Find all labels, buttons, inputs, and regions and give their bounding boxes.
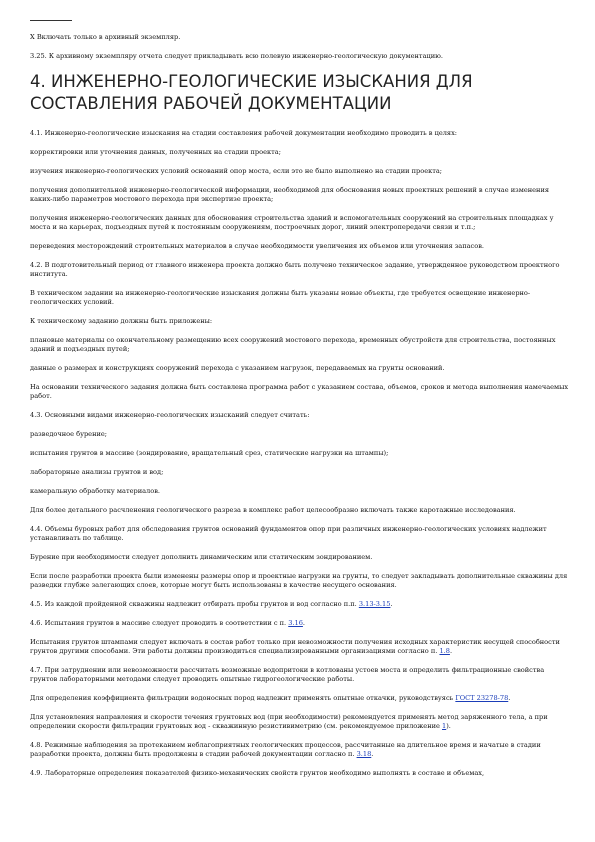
link-3-18[interactable]: 3.18 [356, 750, 372, 758]
footnote-marker: X [30, 33, 35, 41]
section-heading: 4. ИНЖЕНЕРНО-ГЕОЛОГИЧЕСКИЕ ИЗЫСКАНИЯ ДЛЯ СОСТАВЛЕНИЯ РАБОЧЕЙ ДОКУМЕНТАЦИИ [30, 72, 473, 113]
footnote-text: Включать только в архивный экземпляр. [36, 33, 181, 41]
para-filtration [30, 694, 570, 703]
para-plans: плановые материалы со окончательному размещению всех сооружений мостового перехода, временных обустройств для строительства, постоянных зданий и подъездных путей; [30, 336, 556, 353]
footnote [30, 33, 570, 42]
para-additional: получения дополнительной инженерно-геологической информации, необходимой для обоснования новых проектных решений в случае изменения каких-либо параметров мостового перехода при экспертизе проекта; [30, 186, 550, 203]
para-4-2: 4.2. В подготовительный период от главного инженера проекта должно быть получено техническое задание, утвержденное руководством проектного института. [30, 261, 560, 278]
period: . [371, 750, 374, 758]
link-3-16[interactable]: 3.16 [288, 619, 303, 627]
para-correction: корректировки или уточнения данных, полученных на стадии проекта; [30, 148, 281, 156]
para-4-9: 4.9. Лабораторные определения показателей физико-механических свойств грунтов необходимо выполнять в составе и объемах, [30, 769, 485, 777]
para-drilling: разведочное бурение; [30, 430, 108, 438]
para-4-1: 4.1. Инженерно-геологические изыскания на стадии составления рабочей документации необходимо проводить в целях: [30, 129, 458, 137]
para-4-8 [30, 741, 570, 759]
para-4-8-text: 4.8. Режимные наблюдения за протеканием неблагоприятных геологических процессов, рассчитанные на длительное время и начатые в стадии разработки проекта, должны быть продолжены в стадии рабочей документации согласно п. [30, 741, 541, 758]
para-4-5-text: 4.5. Из каждой пройденной скважины надлежит отбирать пробы грунтов и вод согласно п.п. [30, 600, 359, 608]
para-deposits: переведения месторождений строительных материалов в случае необходимости увеличения их объемов или уточнения запасов. [30, 242, 485, 250]
para-4-3: 4.3. Основными видами инженерно-геологических изысканий следует считать: [30, 411, 310, 419]
link-3-13-3-15[interactable]: 3.13-3.15 [358, 600, 391, 608]
para-study: изучения инженерно-геологических условий оснований опор моста, если это не было выполнено на стадии проекта; [30, 167, 443, 175]
para-4-7: 4.7. При затруднении или невозможности рассчитать возможные водопритоки в котлованы устоев моста и определить фильтрационные свойства грунтов лабораторными методами следует проводить опытные гидрогеологические работы. [30, 666, 545, 683]
item-3-25: 3.25. К архивному экземпляру отчета следует прикладывать всю полевую инженерно-геологическую документацию. [30, 52, 443, 60]
para-loads: данные о размерах и конструкциях сооружений перехода с указанием нагрузок, передаваемых на грунты оснований. [30, 364, 445, 372]
period: . [390, 600, 393, 608]
link-gost-23278-78[interactable]: ГОСТ 23278-78 [455, 694, 509, 702]
para-program: На основании технического задания должна быть составлена программа работ с указанием состава, объемов, сроков и метода выполнения намечаемых работ. [30, 383, 569, 400]
para-field-tests: испытания грунтов в массиве (зондирование, вращательный срез, статические нагрузки на штампы); [30, 449, 389, 457]
para-processing: камеральную обработку материалов. [30, 487, 161, 495]
period: . [449, 647, 453, 655]
para-tech-task: В техническом задании на инженерно-геологические изыскания должны быть указаны новые объекты, где требуется освещение инженерно-геологических условий. [30, 289, 531, 306]
para-changes: Если после разработки проекта были изменены размеры опор и проектные нагрузки на грунты, то следует закладывать дополнительные скважины для разведки глубже залегающих слоев, которые могут быть использованы в качестве несущего основания. [30, 572, 568, 589]
para-4-4: 4.4. Объемы буровых работ для обследования грунтов оснований фундаментов опор при различных инженерно-геологических условиях надлежит устанавливать по таблице. [30, 525, 547, 542]
para-groundwater-end: ). [446, 722, 451, 730]
para-filtration-text: Для определения коэффициента фильтрации водоносных пород надлежит применять опытные откачки, руководствуясь [30, 694, 456, 702]
link-1-8[interactable]: 1.8 [439, 647, 450, 655]
para-sounding: Бурение при необходимости следует дополнить динамическим или статическим зондированием. [30, 553, 373, 561]
link-appendix-1[interactable]: 1 [442, 722, 447, 730]
para-4-6 [30, 619, 570, 628]
para-4-5 [30, 600, 570, 609]
para-lab: лабораторные анализы грунтов и вод; [30, 468, 164, 476]
para-attachments: К техническому заданию должны быть приложены: [30, 317, 213, 325]
para-stamp-text: Испытания грунтов штампами следует включать в состав работ только при невозможности получения исходных характеристик несущей способности грунтов другими способами. Эти работы должны производиться специализированными организациями согласно п. [30, 638, 560, 655]
para-4-6-text: 4.6. Испытания грунтов в массиве следует проводить в соответствии с п. [30, 619, 289, 627]
document-page [30, 20, 570, 788]
para-groundwater [30, 713, 570, 731]
para-stamp-tests [30, 638, 570, 656]
para-groundwater-text: Для установления направления и скорости течения грунтовых вод (при необходимости) рекомендуется применять метод заряженного тела, а при определении скорости фильтрации грунтовых вод - скважинную резистивиметрию (см. рекомендуемое приложение [30, 713, 548, 730]
period: . [302, 619, 306, 627]
para-logging: Для более детального расчленения геологического разреза в комплекс работ целесообразно включать также каротажные исследования. [30, 506, 516, 514]
footnote-rule [30, 20, 72, 21]
para-buildings: получения инженерно-геологических данных для обоснования строительства зданий и вспомогательных сооружений на строительных площадках у моста и на карьерах, подъездных путей к постоянным сооружениям, построечных дорог, линий электропередачи связи и т.п.; [30, 214, 554, 231]
period: . [508, 694, 511, 702]
